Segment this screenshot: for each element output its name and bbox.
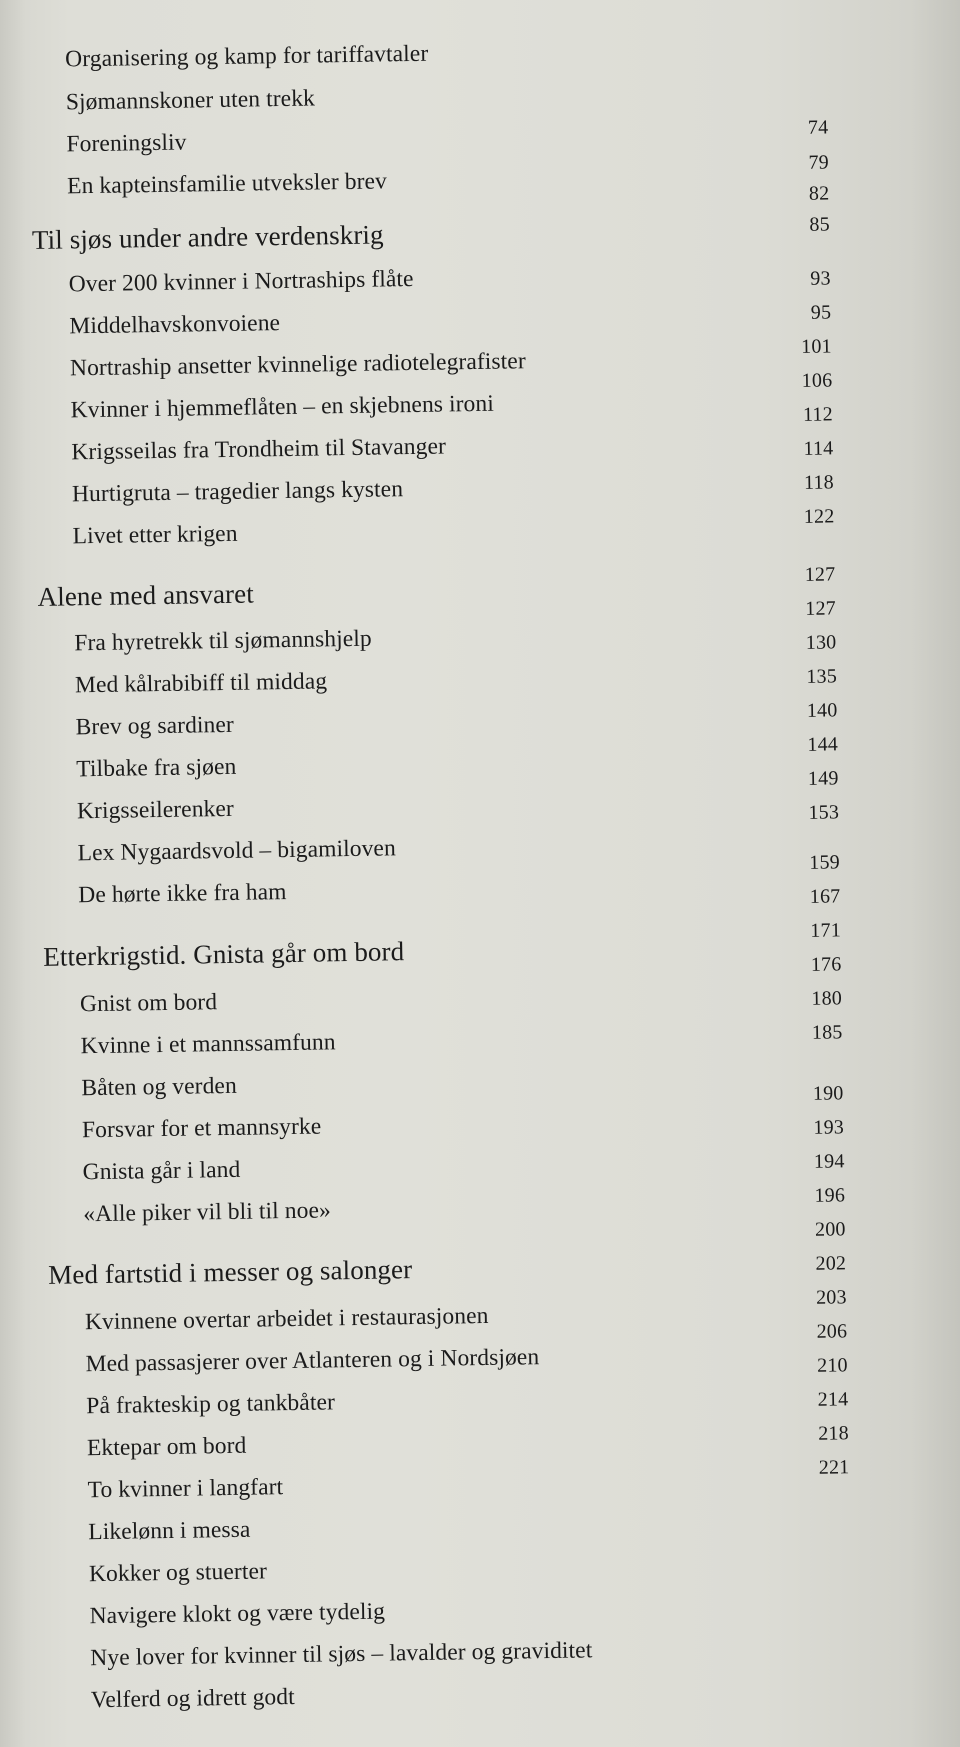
- toc-entry-label: Kvinne i et mannssamfunn: [80, 1029, 336, 1060]
- toc-page-number: 122: [803, 505, 835, 528]
- toc-page-number: 167: [809, 885, 841, 908]
- toc-page-number: 135: [806, 665, 838, 688]
- toc-entry-label: På frakteskip og tankbåter: [86, 1389, 336, 1420]
- toc-entry-label: Ektepar om bord: [86, 1432, 247, 1462]
- toc-entry-label: Forsvar for et mannsyrke: [81, 1113, 322, 1144]
- toc-entry-label: En kapteinsfamilie utveksler brev: [66, 168, 388, 200]
- toc-entry-label: Båten og verden: [81, 1072, 238, 1102]
- toc-entry-label: Likelønn i messa: [88, 1516, 251, 1546]
- toc-section-title: Med fartstid i messer og salonger: [48, 1254, 413, 1290]
- toc-entry-label: Kvinnene overtar arbeidet i restaurasjonen: [84, 1302, 489, 1336]
- toc-entry-label: Foreningsliv: [66, 129, 187, 158]
- toc-entry-label: «Alle piker vil bli til noe»: [83, 1197, 332, 1228]
- toc-page-number: 82: [808, 182, 830, 205]
- toc-page-number: 93: [810, 267, 831, 290]
- toc-page-number: 140: [806, 699, 838, 722]
- toc-entry-label: Sjømannskoner uten trekk: [65, 85, 316, 116]
- toc-entry-label: Kokker og stuerter: [88, 1558, 268, 1588]
- toc-page-number: 185: [811, 1021, 843, 1044]
- toc-entry-label: Nye lover for kvinner til sjøs – lavalder og graviditet: [90, 1637, 593, 1672]
- toc-entry-label: Gnist om bord: [79, 989, 218, 1018]
- toc-page-number: 214: [817, 1388, 849, 1411]
- toc-page-number: 202: [815, 1252, 847, 1275]
- toc-entry-label: Med passasjerer over Atlanteren og i Nordsjøen: [85, 1344, 540, 1378]
- toc-page-number: 210: [816, 1354, 848, 1377]
- toc-page-number: 221: [818, 1456, 850, 1479]
- toc-page-number: 127: [805, 597, 837, 620]
- toc-entry-label: To kvinner i langfart: [87, 1474, 284, 1504]
- toc-entry-label: Brev og sardiner: [75, 711, 235, 741]
- toc-entry-label: Nortraship ansetter kvinnelige radiotelegrafister: [69, 348, 526, 382]
- toc-entry-label: Over 200 kvinner i Nortraships flåte: [68, 265, 414, 298]
- toc-entry-label: Navigere klokt og være tydelig: [89, 1598, 386, 1630]
- toc-entry-label: De hørte ikke fra ham: [78, 879, 287, 909]
- toc-page-number: 176: [810, 953, 842, 976]
- toc-page-number: 112: [802, 403, 834, 426]
- toc-page-number: 85: [809, 213, 831, 236]
- toc-entry-label: Med kålrabibiff til middag: [74, 668, 328, 699]
- toc-page-number: 171: [810, 919, 842, 942]
- toc-page-number: 200: [814, 1218, 846, 1241]
- toc-page-number: 206: [816, 1320, 848, 1343]
- toc-entry-label: Krigsseilas fra Trondheim til Stavanger: [71, 433, 447, 466]
- toc-page-number: 101: [800, 335, 832, 358]
- toc-page-number: 144: [807, 733, 839, 756]
- toc-page-number: 153: [808, 801, 840, 824]
- toc-entry-label: Tilbake fra sjøen: [76, 753, 237, 783]
- toc-page-number: 114: [803, 437, 834, 460]
- toc-section-title: Alene med ansvaret: [37, 578, 255, 612]
- toc-section-title: Etterkrigstid. Gnista går om bord: [43, 936, 405, 972]
- toc-entry-label: Lex Nygaardsvold – bigamiloven: [77, 835, 397, 867]
- toc-entry-label: Gnista går i land: [82, 1156, 241, 1186]
- toc-page-number: 180: [811, 987, 843, 1010]
- toc-entry-label: Organisering og kamp for tariffavtaler: [64, 40, 429, 73]
- toc-page-number: 74: [807, 116, 829, 139]
- toc-section-title: Til sjøs under andre verdenskrig: [31, 219, 384, 255]
- toc-page-number: 190: [812, 1082, 844, 1105]
- toc-page-number: 218: [818, 1422, 850, 1445]
- toc-page-number: 203: [815, 1286, 847, 1309]
- toc-entry-label: Middelhavskonvoiene: [69, 310, 281, 340]
- toc-entry-label: Fra hyretrekk til sjømannshjelp: [74, 625, 372, 657]
- toc-page-number: 95: [810, 301, 832, 324]
- toc-page-number: 130: [805, 631, 837, 654]
- toc-page-number: 159: [809, 851, 841, 874]
- toc-page-number: 106: [801, 369, 833, 392]
- toc-entry-label: Krigsseilerenker: [76, 795, 235, 825]
- toc-page-number: 193: [813, 1116, 845, 1139]
- toc-page-number: 79: [808, 151, 830, 174]
- toc-page-number: 149: [807, 767, 839, 790]
- toc-entry-label: Kvinner i hjemmeflåten – en skjebnens ironi: [70, 390, 495, 424]
- toc-page-number: 118: [803, 471, 835, 494]
- toc-entry-label: Velferd og idrett godt: [90, 1684, 295, 1714]
- toc-entry-label: Hurtigruta – tragedier langs kysten: [71, 476, 404, 508]
- toc-page-number: 127: [804, 563, 836, 586]
- toc-page-number: 196: [814, 1184, 846, 1207]
- toc-page-number: 194: [813, 1150, 845, 1173]
- toc-entry-label: Livet etter krigen: [72, 520, 238, 550]
